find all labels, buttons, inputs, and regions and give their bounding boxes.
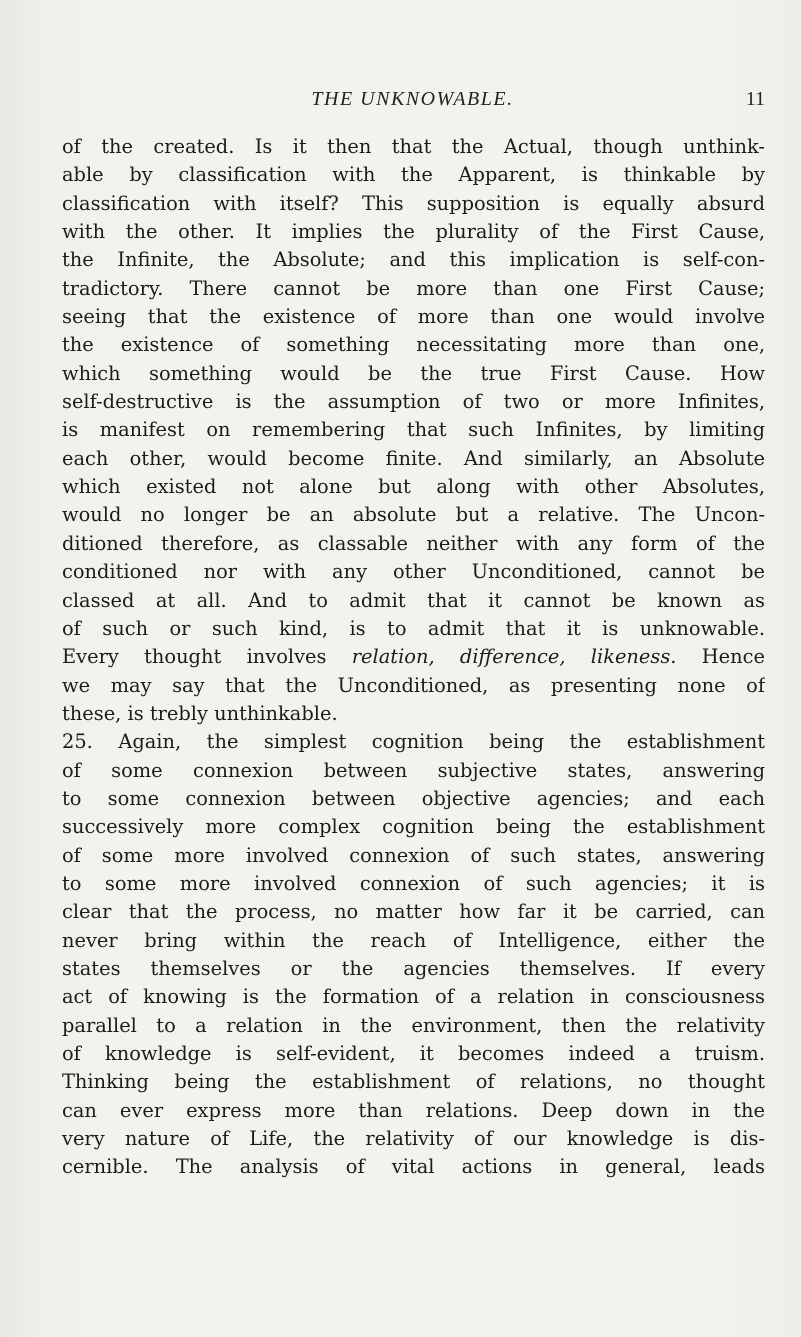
text-segment: Hence bbox=[701, 645, 765, 669]
text-line: of the created. Is it then that the Actual, though unthink- bbox=[62, 135, 765, 158]
text-line: of some connexion between subjective states, answering bbox=[62, 758, 765, 782]
text-line: can ever express more than relations. Deep down in the bbox=[62, 1098, 765, 1122]
text-line: to some connexion between objective agencies; and each bbox=[62, 786, 765, 810]
text-line: act of knowing is the formation of a relation in consciousness bbox=[62, 985, 765, 1009]
text-line: the Infinite, the Absolute; and this implication is self-con- bbox=[62, 248, 765, 272]
text-line: the existence of something necessitating more than one, bbox=[62, 333, 765, 357]
text-line: classed at all. And to admit that it cannot be known as bbox=[62, 588, 765, 612]
text-line: classification with itself? This supposition is equally absurd bbox=[62, 191, 765, 215]
text-line: tradictory. There cannot be more than one First Cause; bbox=[62, 276, 765, 300]
text-line: of such or such kind, is to admit that it is unknowable. bbox=[62, 616, 765, 640]
text-line: conditioned nor with any other Unconditioned, cannot be bbox=[62, 560, 765, 584]
text-line: successively more complex cognition being the establishment bbox=[62, 815, 765, 839]
text-line: which something would be the true First Cause. How bbox=[62, 361, 765, 385]
text-line: of some more involved connexion of such states, answering bbox=[62, 843, 765, 867]
text-line: is manifest on remembering that such Infinites, by limiting bbox=[62, 418, 765, 442]
text-line: able by classification with the Apparent, is thinkable by bbox=[62, 163, 765, 187]
paragraph-end-line: these, is trebly unthinkable. bbox=[62, 701, 338, 725]
text-line: ditioned therefore, as classable neither with any form of the bbox=[62, 531, 765, 555]
page-number: 11 bbox=[745, 88, 765, 110]
text-line: of knowledge is self-evident, it becomes indeed a truism. bbox=[62, 1042, 765, 1065]
running-head bbox=[60, 88, 765, 118]
text-line: Thinking being the establishment of relations, no thought bbox=[62, 1070, 765, 1094]
text-line: clear that the process, no matter how far it be carried, can bbox=[62, 900, 765, 924]
text-line: which existed not alone but along with other Absolutes, bbox=[62, 475, 765, 499]
text-line: we may say that the Unconditioned, as presenting none of bbox=[62, 673, 765, 697]
running-title: THE UNKNOWABLE. bbox=[311, 88, 514, 110]
text-line: would no longer be an absolute but a relative. The Uncon- bbox=[62, 503, 765, 527]
text-line: never bring within the reach of Intelligence, either the bbox=[62, 928, 765, 952]
section-start-line: 25. Again, the simplest cognition being the establishment bbox=[62, 730, 765, 754]
text-line: cernible. The analysis of vital actions in general, leads bbox=[62, 1155, 765, 1179]
text-line: states themselves or the agencies themselves. If every bbox=[62, 956, 765, 980]
text-line: self-destructive is the assumption of two or more Infinites, bbox=[62, 390, 765, 414]
text-line: very nature of Life, the relativity of our knowledge is dis- bbox=[62, 1127, 765, 1151]
text-line-mixed bbox=[62, 643, 765, 671]
text-segment: Every thought involves bbox=[62, 645, 327, 669]
text-line: seeing that the existence of more than one would involve bbox=[62, 305, 765, 329]
italic-terms: relation, difference, likeness. bbox=[351, 645, 677, 669]
text-line: to some more involved connexion of such agencies; it is bbox=[62, 871, 765, 895]
text-line: with the other. It implies the plurality of the First Cause, bbox=[62, 220, 765, 244]
text-line: each other, would become finite. And similarly, an Absolute bbox=[62, 446, 765, 470]
body-text bbox=[62, 133, 765, 1182]
text-line: parallel to a relation in the environment, then the relativity bbox=[62, 1013, 765, 1037]
